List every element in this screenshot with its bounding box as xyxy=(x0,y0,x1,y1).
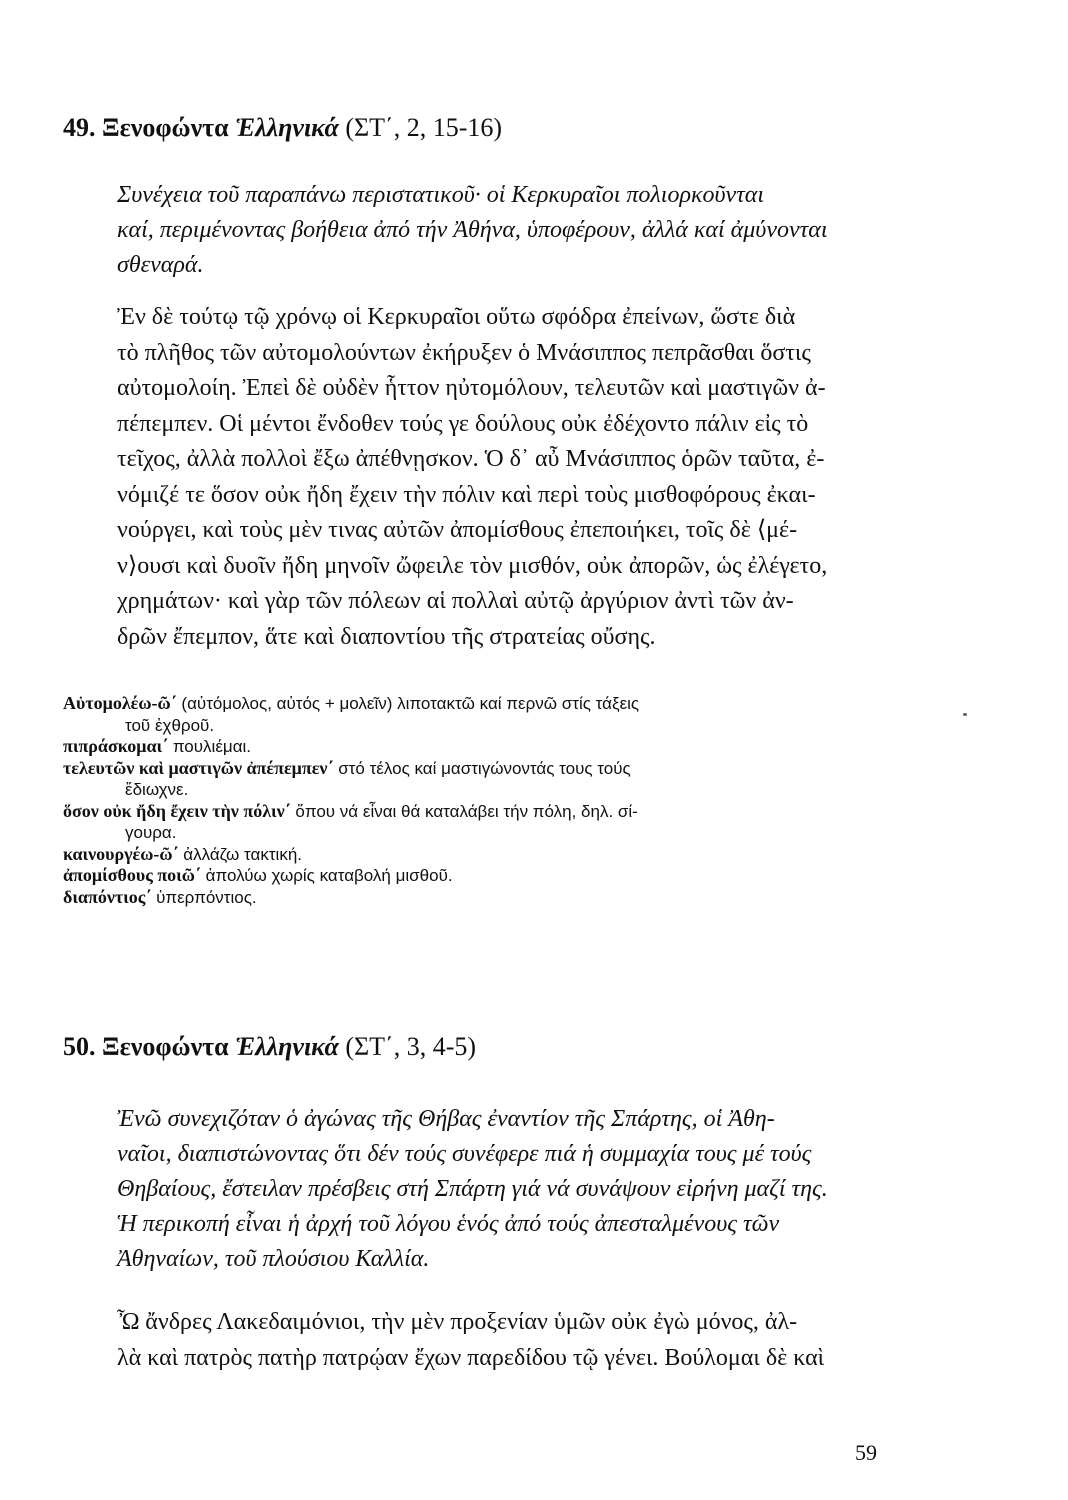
text-line: Ἐν δὲ τούτῳ τῷ χρόνῳ οἱ Κερκυραῖοι οὕτω σφόδρα ἐπείνων, ὥστε διὰ xyxy=(117,304,796,330)
section-49-intro xyxy=(117,178,907,283)
text-line: τεῖχος, ἀλλὰ πολλοὶ ἔξω ἀπέθνῃσκον. Ὁ δ᾽ αὖ Μνάσιππος ὁρῶν ταῦτα, ἐ- xyxy=(117,446,825,472)
glossary-entry xyxy=(63,844,903,866)
text-line: τὸ πλῆθος τῶν αὐτομολούντων ἐκήρυξεν ὁ Μνάσιππος πεπρᾶσθαι ὅστις xyxy=(117,339,811,366)
glossary-definition: ὅπου νά εἶναι θά καταλάβει τήν πόλη, δηλ. σί- xyxy=(295,801,638,821)
section-49-glossary xyxy=(63,693,903,908)
work-reference: (ΣΤ΄, 2, 15-16) xyxy=(345,113,503,142)
glossary-definition: ἀλλάζω τακτική. xyxy=(183,844,303,864)
glossary-entry xyxy=(63,693,903,736)
text-line: αὐτομολοίη. Ἐπεὶ δὲ οὐδὲν ἧττον ηὐτομόλουν, τελευτῶν καὶ μαστιγῶν ἀ- xyxy=(117,375,826,401)
page-number: 59 xyxy=(855,1440,877,1465)
print-speck xyxy=(963,713,967,716)
intro-line: Θηβαίους, ἔστειλαν πρέσβεις στή Σπάρτη γιά νά συνάψουν εἰρήνη μαζί της. xyxy=(117,1176,828,1202)
text-line: δρῶν ἔπεμπον, ἅτε καὶ διαποντίου τῆς στρατείας οὔσης. xyxy=(117,623,656,650)
glossary-term: ἀπομίσθους ποιῶ΄ xyxy=(63,865,201,885)
author-name: Ξενοφώντα xyxy=(102,113,229,142)
intro-line: σθεναρά. xyxy=(117,252,204,278)
glossary-definition: ἀπολύω χωρίς καταβολή μισθοῦ. xyxy=(205,866,453,885)
section-50-greek-text xyxy=(117,1305,907,1376)
text-line: λὰ καὶ πατρὸς πατὴρ πατρῴαν ἔχων παρεδίδου τῷ γένει. Βούλομαι δὲ καὶ xyxy=(117,1344,825,1371)
glossary-term: καινουργέω-ῶ΄ xyxy=(63,843,179,864)
glossary-entry xyxy=(63,801,903,844)
intro-line: Ἐνῶ συνεχιζόταν ὁ ἀγώνας τῆς Θήβας ἐναντίον τῆς Σπάρτης, οἱ Ἀθη- xyxy=(117,1106,775,1132)
glossary-term: ὅσον οὐκ ἤδη ἔχειν τὴν πόλιν΄ xyxy=(63,800,291,821)
glossary-term: διαπόντιος΄ xyxy=(63,886,152,907)
glossary-definition: στό τέλος καί μαστιγώνοντάς τους τούς xyxy=(338,758,631,778)
text-line: Ὦ ἄνδρες Λακεδαιμόνιοι, τὴν μὲν προξενίαν ὑμῶν οὐκ ἐγὼ μόνος, ἀλ- xyxy=(117,1309,798,1335)
section-49-greek-text xyxy=(117,300,907,655)
section-number: 49. xyxy=(63,113,96,142)
section-49-heading xyxy=(63,113,502,143)
section-50-heading xyxy=(63,1032,476,1062)
glossary-definition: ἔδιωχνε. xyxy=(125,780,189,799)
intro-line: καί, περιμένοντας βοήθεια ἀπό τήν Ἀθήνα, ὑποφέρουν, ἀλλά καί ἀμύνονται xyxy=(117,217,828,243)
glossary-definition: ὑπερπόντιος. xyxy=(156,887,257,907)
work-title: Ἑλληνικά xyxy=(235,113,339,142)
glossary-term: τελευτῶν καὶ μαστιγῶν ἀπέπεμπεν΄ xyxy=(63,757,334,778)
glossary-term: πιπράσκομαι΄ xyxy=(63,736,169,756)
glossary-definition: πουλιέμαι. xyxy=(172,737,252,756)
intro-line: ναῖοι, διαπιστώνοντας ὅτι δέν τούς συνέφερε πιά ἡ συμμαχία τους μέ τούς xyxy=(117,1141,812,1167)
work-reference: (ΣΤ΄, 3, 4-5) xyxy=(345,1032,477,1061)
text-line: χρημάτων· καὶ γὰρ τῶν πόλεων αἱ πολλαὶ αὐτῷ ἀργύριον ἀντὶ τῶν ἀν- xyxy=(117,588,794,614)
glossary-definition: γουρα. xyxy=(125,823,177,842)
section-50-intro xyxy=(117,1102,907,1277)
intro-line: Ἀθηναίων, τοῦ πλούσιου Καλλία. xyxy=(117,1246,430,1272)
author-name: Ξενοφώντα xyxy=(102,1032,229,1061)
glossary-entry xyxy=(63,736,903,758)
glossary-definition: τοῦ ἐχθροῦ. xyxy=(125,715,215,735)
text-line: ν⟩ουσι καὶ δυοῖν ἤδη μηνοῖν ὤφειλε τὸν μισθόν, οὐκ ἀπορῶν, ὡς ἐλέγετο, xyxy=(117,552,828,579)
glossary-entry xyxy=(63,865,903,887)
glossary-entry xyxy=(63,887,903,909)
text-line: πέπεμπεν. Οἱ μέντοι ἔνδοθεν τούς γε δούλους οὐκ ἐδέχοντο πάλιν εἰς τὸ xyxy=(117,410,809,437)
text-line: νούργει, καὶ τοὺς μὲν τινας αὐτῶν ἀπομίσθους ἐπεποιήκει, τοῖς δὲ ⟨μέ- xyxy=(117,517,798,543)
intro-line: Συνέχεια τοῦ παραπάνω περιστατικοῦ· οἱ Κερκυραῖοι πολιορκοῦνται xyxy=(117,182,765,208)
glossary-definition: (αὐτόμολος, αὐτός + μολεῖν) λιποτακτῶ καί περνῶ στίς τάξεις xyxy=(181,694,640,713)
glossary-entry xyxy=(63,758,903,801)
section-number: 50. xyxy=(63,1032,96,1061)
text-line: νόμιζέ τε ὅσον οὐκ ἤδη ἔχειν τὴν πόλιν καὶ περὶ τοὺς μισθοφόρους ἐκαι- xyxy=(117,481,816,508)
intro-line: Ἡ περικοπή εἶναι ἡ ἀρχή τοῦ λόγου ἑνός ἀπό τούς ἀπεσταλμένους τῶν xyxy=(117,1211,780,1237)
glossary-term: Αὐτομολέω-ῶ΄ xyxy=(63,693,177,713)
work-title: Ἑλληνικά xyxy=(235,1032,339,1061)
